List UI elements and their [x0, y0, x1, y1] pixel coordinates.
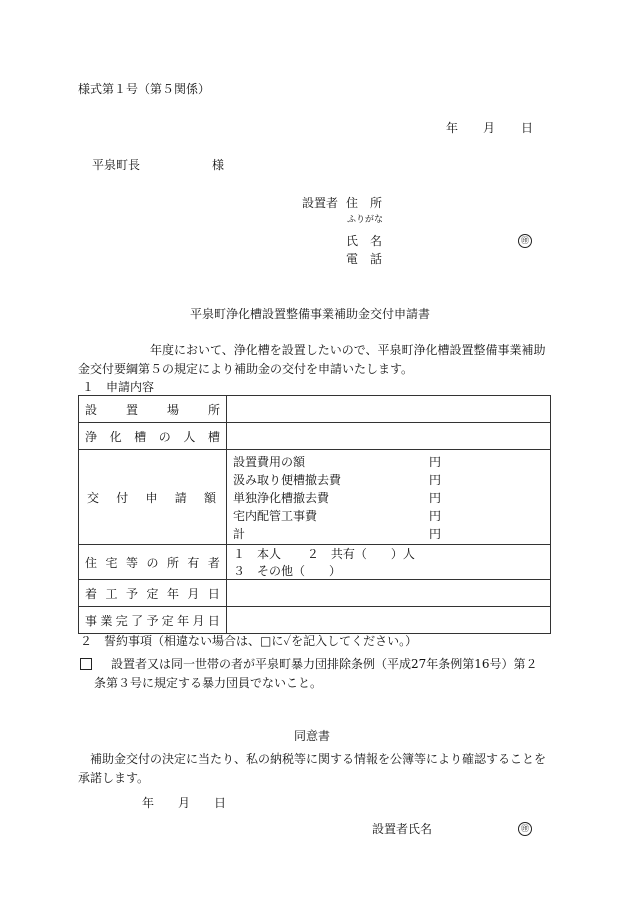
signer-label: 設置者氏名	[372, 822, 433, 836]
checkbox-icon[interactable]	[80, 658, 92, 670]
name-label: 氏 名	[346, 234, 383, 248]
addressee: 平泉町長	[92, 158, 141, 172]
start-date-field[interactable]	[227, 580, 551, 607]
pledge-text: 設置者又は同一世帯の者が平泉町暴力団排除条例（平成27年条例第16号）第２条第３号に規定する暴力団員でないこと。	[94, 657, 538, 690]
seal-icon	[518, 232, 532, 248]
phone-label: 電 話	[346, 252, 383, 266]
section2-title: ２ 誓約事項（相違ない場合は、□に✓を記入してください。）	[80, 634, 418, 648]
form-number: 様式第１号（第５関係）	[78, 82, 211, 96]
date-month-label: 月	[483, 121, 496, 135]
furigana-label: ふりがな	[347, 215, 384, 225]
pledge-checkbox[interactable]	[80, 658, 92, 672]
start-date-label: 着 工 予 定 年 月 日	[79, 580, 227, 607]
section1-title: １ 申請内容	[82, 380, 155, 394]
address-label: 住 所	[346, 196, 383, 210]
grant-item: 設置費用の額 円	[233, 454, 442, 469]
owner-option-joint[interactable]: ２ 共有（ ）人	[306, 547, 415, 561]
grant-item: 宅内配管工事費 円	[233, 508, 442, 523]
consent-month-label: 月	[178, 796, 191, 810]
grant-item: 汲み取り便槽撤去費 円	[233, 472, 442, 487]
table-row	[79, 580, 551, 607]
finish-date-label: 事 業 完 了 予 定 年 月 日	[79, 607, 227, 634]
consent-day-label: 日	[214, 796, 227, 810]
owner-options[interactable]	[227, 545, 551, 580]
grant-item: 単独浄化槽撤去費 円	[233, 490, 442, 505]
capacity-field[interactable]	[227, 423, 551, 450]
grant-amount-label: 交 付 申 請 額	[79, 450, 227, 545]
document-title: 平泉町浄化槽設置整備事業補助金交付申請書	[190, 307, 431, 321]
intro-paragraph: 年度において、浄化槽を設置したいので、平泉町浄化槽設置整備事業補助金交付要綱第５の規定により補助金の交付を申請いたします。	[78, 343, 546, 376]
finish-date-field[interactable]	[227, 607, 551, 634]
consent-text: 補助金交付の決定に当たり、私の納税等に関する情報を公簿等により確認することを承諾します。	[78, 752, 547, 785]
consent-title: 同意書	[294, 729, 331, 743]
table-row	[79, 396, 551, 423]
grant-item: 計 円	[233, 526, 442, 541]
table-row	[79, 545, 551, 580]
table-row	[79, 607, 551, 634]
table-row	[79, 450, 551, 545]
date-day-label: 日	[521, 121, 534, 135]
location-label: 設 置 場 所	[79, 396, 227, 423]
seal-icon	[518, 820, 532, 836]
honorific: 様	[212, 158, 225, 172]
owner-option-other[interactable]: ３ その他（ ）	[233, 564, 342, 578]
owner-label: 住 宅 等 の 所 有 者	[79, 545, 227, 580]
consent-year-label: 年	[142, 796, 155, 810]
table-row	[79, 423, 551, 450]
application-table	[78, 395, 551, 634]
owner-option-self[interactable]: １ 本人	[233, 547, 282, 561]
signer-seal-mark: ㊞	[518, 822, 532, 836]
date-year-label: 年	[446, 121, 459, 135]
location-field[interactable]	[227, 396, 551, 423]
seal-mark: ㊞	[518, 234, 532, 248]
grant-amount-field[interactable]	[227, 450, 551, 545]
setchi-sha-label: 設置者	[302, 196, 339, 210]
capacity-label: 浄 化 槽 の 人 槽	[79, 423, 227, 450]
